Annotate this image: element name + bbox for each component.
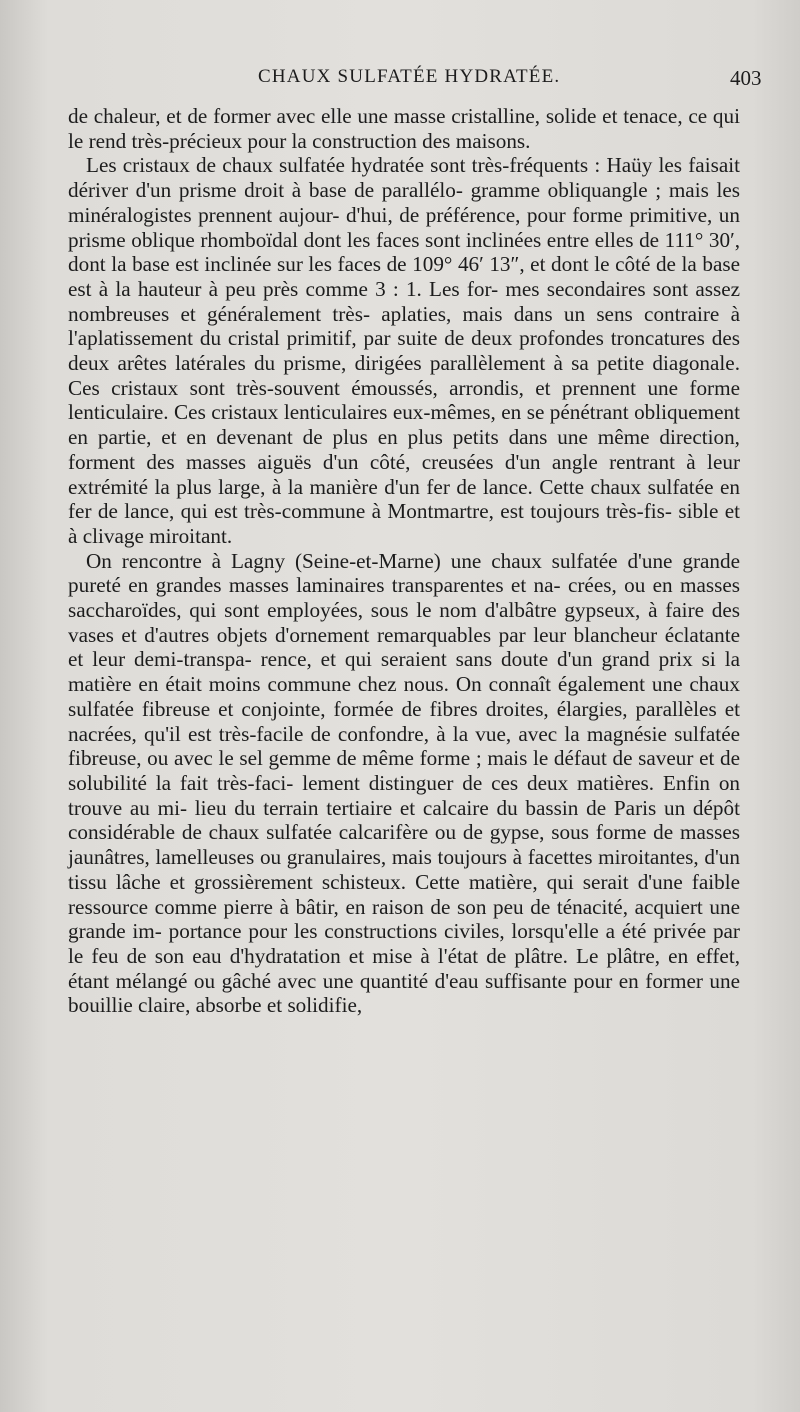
text-line: tenace, ce qui le rend très-précieux pour la construction des [68, 104, 740, 153]
text-line: était moins commune chez nous. On connaît également une chaux [165, 672, 740, 697]
text-line: mes secondaires sont assez nombreuses et généralement très- [68, 276, 741, 326]
text-line: de masses jaunâtres, lamelleuses ou granulaires, mais toujours à [68, 820, 741, 870]
text-line: remarquables par leur blancheur éclatante et leur demi-transpa- [68, 622, 741, 672]
text-line: plus petits dans une même direction, forment des masses aiguës [68, 425, 740, 474]
text-line: lance, qui est très-commune à Montmartre, est toujours très-fis- [124, 499, 672, 524]
text-line: avec la magnésie sulfatée fibreuse, ou avec le sel gemme de même [68, 721, 740, 771]
text-line: gramme obliquangle ; mais les minéralogistes prennent aujour- [68, 178, 741, 227]
text-line: d'albâtre gypseux, à faire des vases et d'autres objets d'ornement [68, 598, 741, 647]
text-line: dont la base est inclinée sur les faces de 109° 46′ 13″, et dont le [68, 252, 610, 277]
text-line: On rencontre à Lagny (Seine-et-Marne) une chaux sulfatée d'une [86, 548, 673, 573]
text-line: maisons. [455, 128, 531, 153]
text-line: grande pureté en grandes masses laminaires transparentes et na- [68, 548, 740, 598]
text-line: facettes miroitantes, d'un tissu lâche et grossièrement schisteux. [68, 845, 740, 894]
body-text [68, 104, 740, 1018]
text-line: large, à la manière d'un fer de lance. Cette chaux sulfatée en fer de [68, 474, 740, 524]
page-number: 403 [730, 66, 762, 90]
text-line: plâtre, en effet, étant mélangé ou gâché avec une quantité d'eau [68, 943, 741, 993]
text-line: Cette matière, qui serait d'une faible ressource comme pierre à [68, 869, 740, 919]
text-line: sible et à clivage miroitant. [68, 499, 741, 548]
running-header [0, 66, 800, 96]
text-line: d'un côté, creusées d'un angle rentrant à leur extrémité la plus [68, 449, 741, 499]
text-line: rhomboïdal dont les faces sont inclinées entre elles de 111° 30′, [200, 227, 741, 252]
paragraph [68, 549, 740, 1018]
text-line: une forme lenticulaire. Ces cristaux lenticulaires eux-mêmes, en [68, 375, 740, 425]
text-line: latérales du prisme, dirigées parallèlement à sa petite diagonale. [175, 351, 741, 376]
text-line: aplaties, mais dans un sens contraire à l'aplatissement du cristal [68, 301, 740, 351]
paragraph [68, 153, 740, 548]
text-line: Ces cristaux sont très-souvent émoussés, arrondis, et prennent [68, 375, 637, 400]
paragraph [68, 104, 740, 153]
text-line: par le feu de son eau d'hydratation et mise à l'état de plâtre. Le [68, 919, 740, 968]
text-line: se pénétrant obliquement en partie, et en devenant de plus en [68, 400, 741, 450]
text-line: bâtir, en raison de son peu de ténacité, acquiert une grande im- [68, 894, 741, 944]
text-line: sulfatée fibreuse et conjointe, formée de fibres droites, élargies, [68, 696, 628, 721]
text-line: crées, ou en masses saccharoïdes, qui sont employées, sous le nom [68, 573, 740, 623]
text-line: forme ; mais le défaut de saveur et de solubilité la fait très-faci- [68, 746, 740, 795]
text-line: de chaleur, et de former avec elle une masse cristalline, solide et [68, 104, 618, 128]
text-line: lement distinguer de ces deux matières. Enfin on trouve au mi- [68, 770, 741, 820]
running-title: CHAUX SULFATÉE HYDRATÉE. [258, 66, 561, 87]
text-line: considérable de chaux sulfatée calcarifère ou de gypse, sous forme [68, 820, 647, 845]
text-line: lieu du terrain tertiaire et calcaire du bassin de Paris un dépôt [194, 795, 741, 820]
text-line: parallèles et nacrées, qu'il est très-facile de confondre, à la vue, [68, 696, 740, 746]
text-line: portance pour les constructions civiles, lorsqu'elle a été privée [168, 919, 707, 944]
text-line: primitif, par suite de deux profondes troncatures des deux arêtes [68, 326, 741, 376]
text-line: rence, et qui seraient sans doute d'un grand prix si la matière en [68, 647, 741, 697]
text-line: Haüy les faisait dériver d'un prisme droit à base de parallélo- [68, 153, 741, 203]
text-line: d'hui, de préférence, pour forme primitive, un prisme oblique [68, 202, 740, 252]
text-line: Les cristaux de chaux sulfatée hydratée sont très-fréquents : [86, 153, 601, 178]
text-line: suffisante pour en former une bouillie claire, absorbe et solidifie, [68, 968, 740, 1018]
text-line: côté de la base est à la hauteur à peu près comme 3 : 1. Les for- [68, 252, 740, 301]
